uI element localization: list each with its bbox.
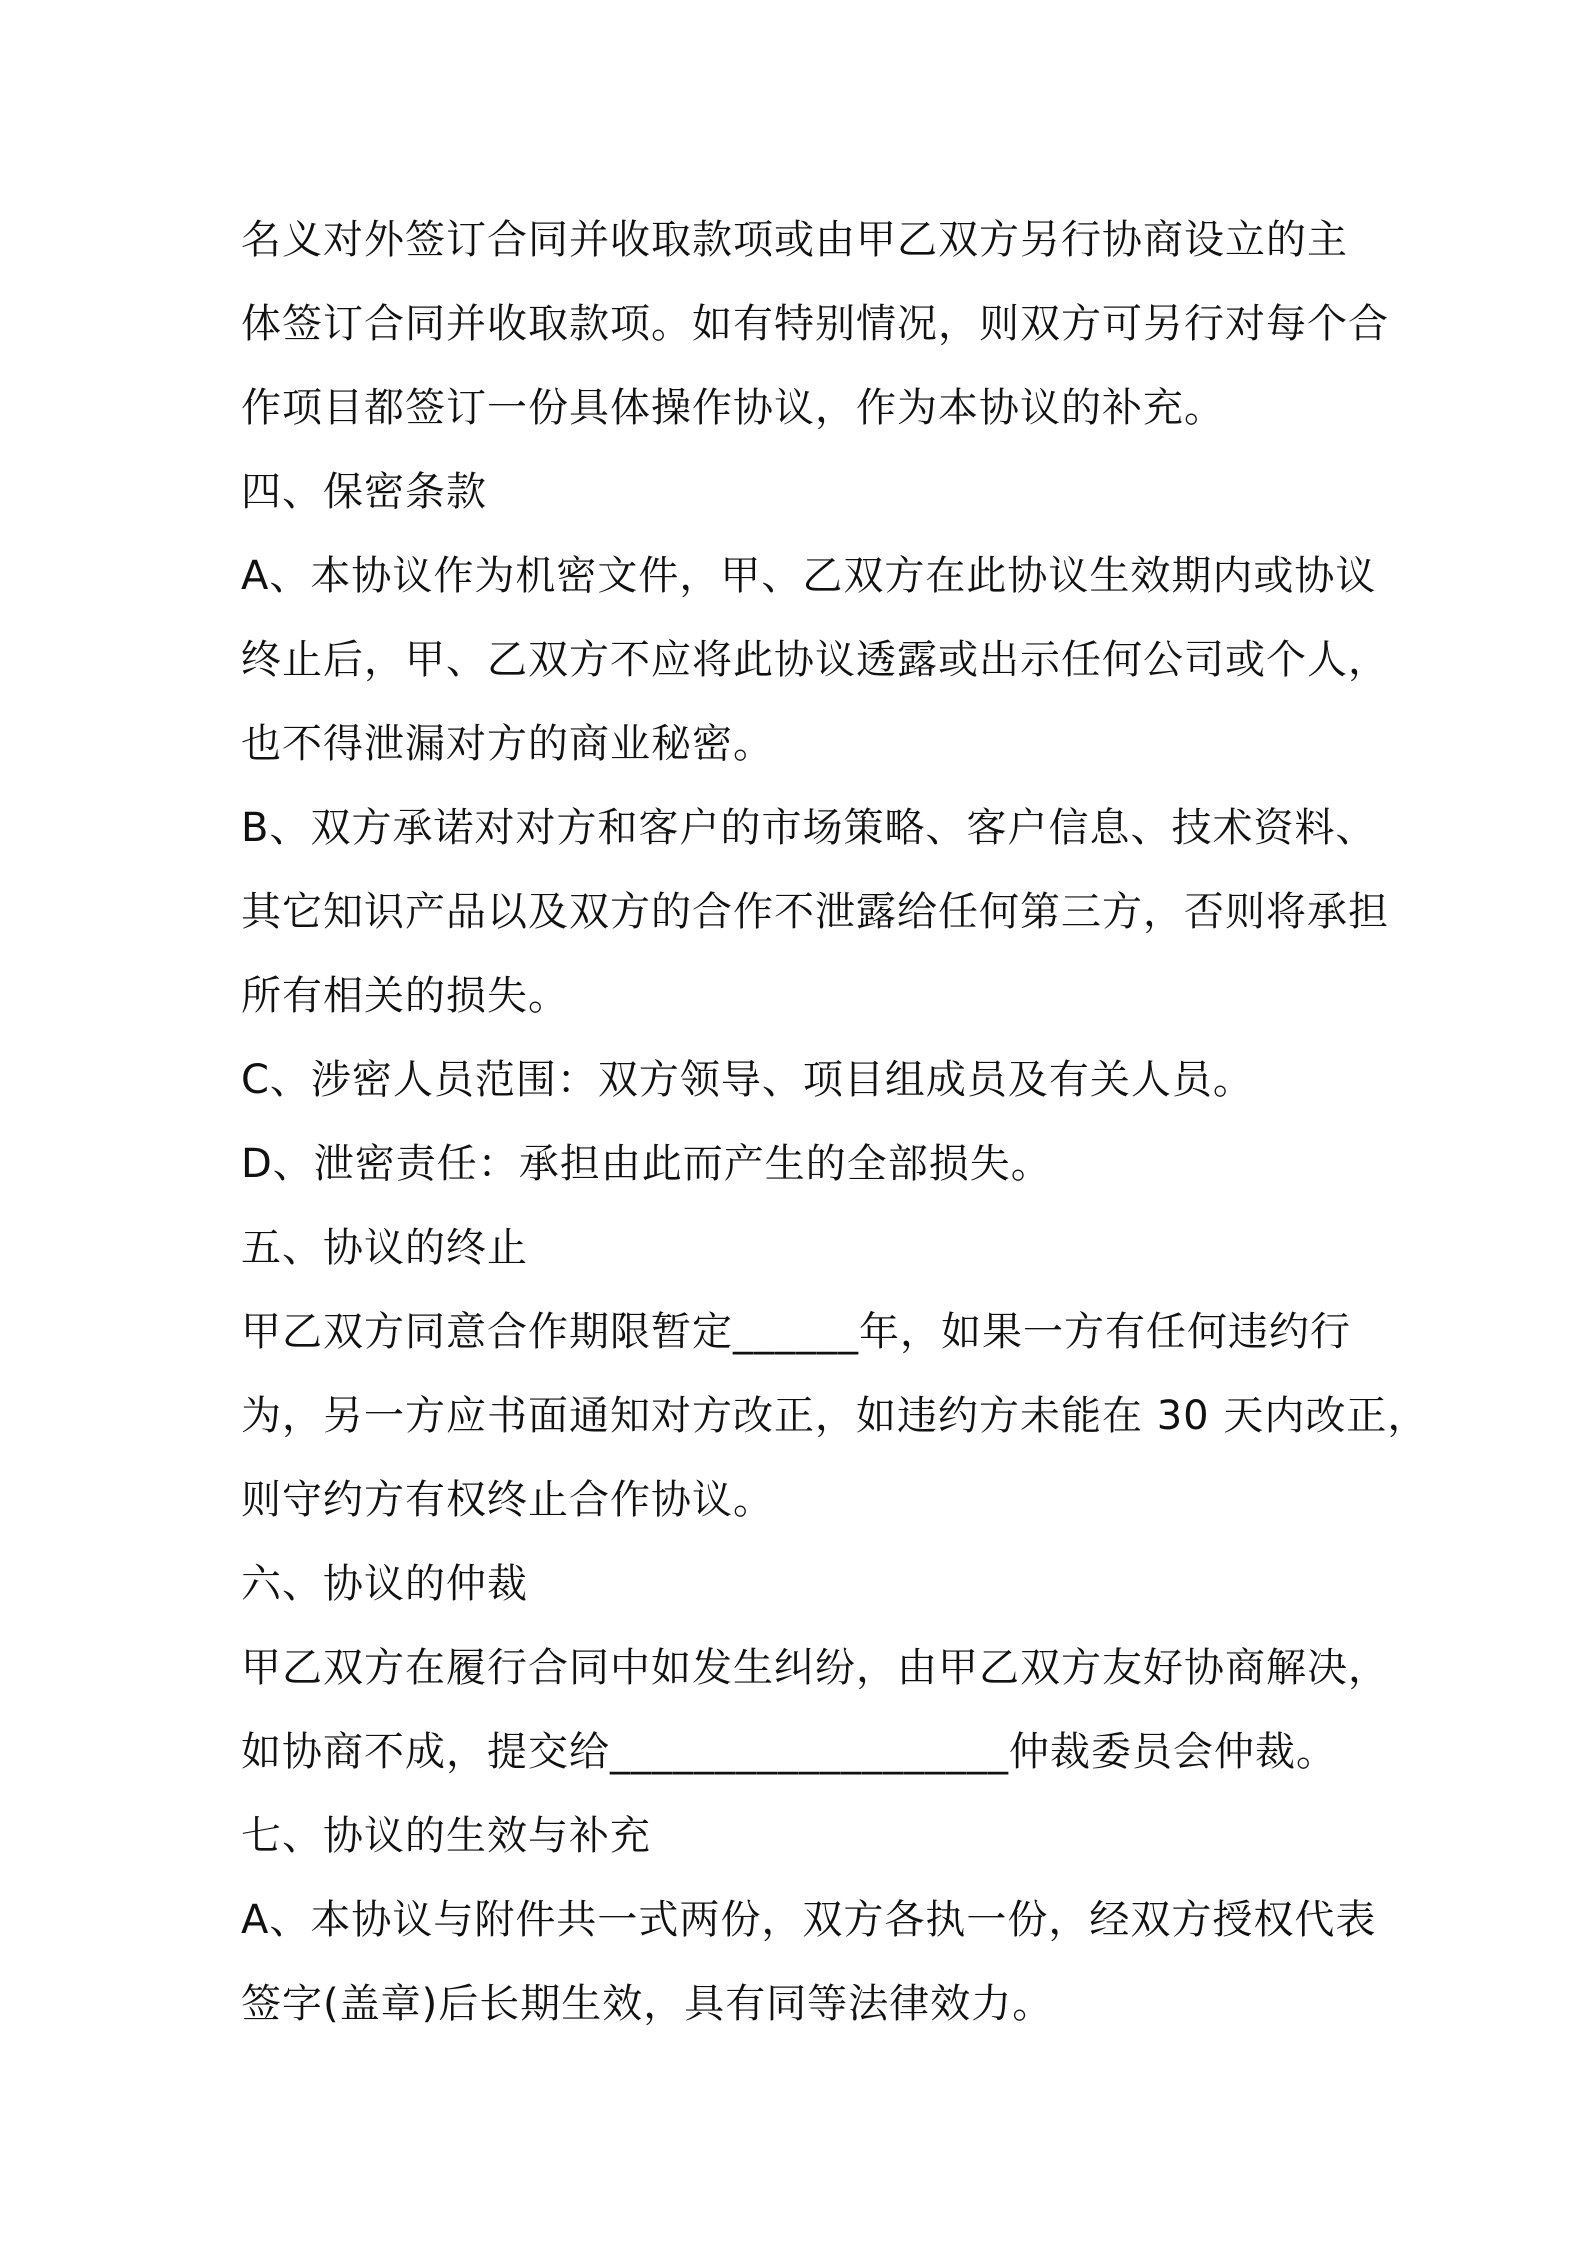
text-line: B、双方承诺对对方和客户的市场策略、客户信息、技术资料、 xyxy=(241,805,1377,851)
text-line: 体签订合同并收取款项。如有特别情况，则双方可另行对每个合 xyxy=(241,301,1389,347)
text-line: 也不得泄漏对方的商业秘密。 xyxy=(241,721,774,767)
text-line: A、本协议作为机密文件，甲、乙双方在此协议生效期内或协议 xyxy=(241,553,1377,599)
section-heading: 六、协议的仲裁 xyxy=(241,1561,528,1607)
text-line: A、本协议与附件共一式两份，双方各执一份，经双方授权代表 xyxy=(241,1897,1377,1943)
text-line: 则守约方有权终止合作协议。 xyxy=(241,1477,774,1523)
text-line: 为，另一方应书面通知对方改正，如违约方未能在 30 天内改正， xyxy=(241,1393,1429,1439)
text-line: 作项目都签订一份具体操作协议，作为本协议的补充。 xyxy=(241,385,1225,431)
text-line: 如协商不成，提交给___________________仲裁委员会仲裁。 xyxy=(241,1729,1337,1775)
section-heading: 四、保密条款 xyxy=(241,469,487,515)
text-line: 名义对外签订合同并收取款项或由甲乙双方另行协商设立的主 xyxy=(241,217,1348,263)
section-heading: 五、协议的终止 xyxy=(241,1225,528,1271)
text-line: 甲乙双方在履行合同中如发生纠纷，由甲乙双方友好协商解决， xyxy=(241,1645,1389,1691)
text-line: C、涉密人员范围：双方领导、项目组成员及有关人员。 xyxy=(241,1057,1254,1103)
text-line: 所有相关的损失。 xyxy=(241,973,569,1019)
text-line: D、泄密责任：承担由此而产生的全部损失。 xyxy=(241,1141,1052,1187)
text-line: 甲乙双方同意合作期限暂定______年，如果一方有任何违约行 xyxy=(241,1309,1351,1355)
text-line: 其它知识产品以及双方的合作不泄露给任何第三方，否则将承担 xyxy=(241,889,1389,935)
text-line: 签字(盖章)后长期生效，具有同等法律效力。 xyxy=(241,1981,1054,2027)
section-heading: 七、协议的生效与补充 xyxy=(241,1813,651,1859)
document-body xyxy=(241,198,1429,2046)
text-line: 终止后，甲、乙双方不应将此协议透露或出示任何公司或个人， xyxy=(241,637,1389,683)
